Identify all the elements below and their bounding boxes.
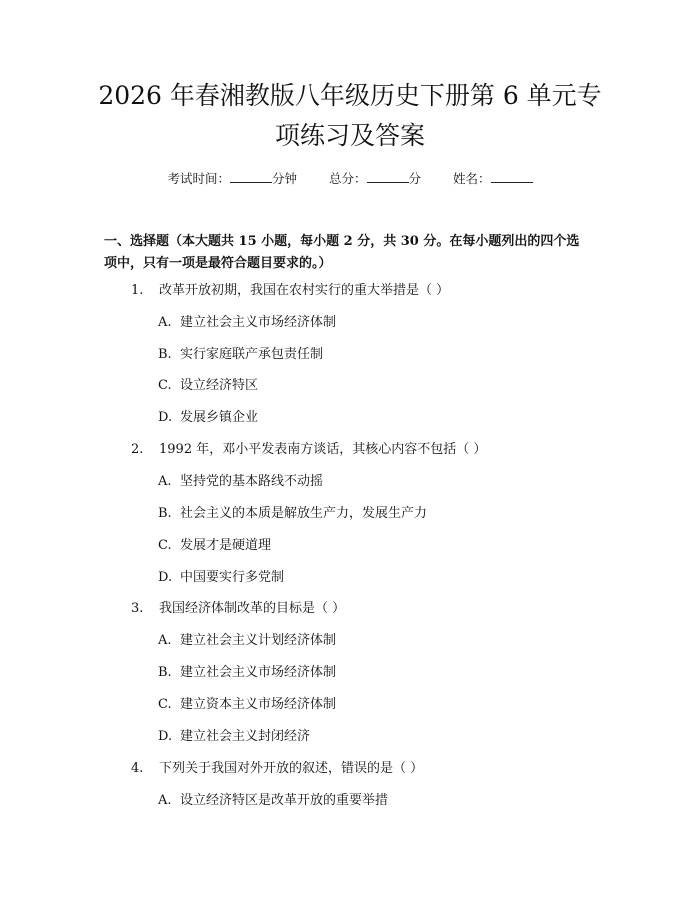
question-1-option-d	[158, 409, 258, 427]
question-3-option-a	[158, 632, 336, 650]
total-score-label: 总分：	[328, 171, 367, 186]
option-letter: C.	[158, 378, 172, 393]
total-score-unit: 分	[408, 171, 422, 186]
question-2	[131, 441, 486, 459]
option-text: 设立经济特区	[180, 378, 259, 393]
question-text: 我国经济体制改革的目标是（ ）	[159, 601, 346, 616]
question-2-option-b	[158, 505, 427, 523]
question-3-option-d	[158, 728, 310, 746]
question-number: 1.	[131, 283, 144, 298]
option-letter: B.	[158, 665, 172, 680]
option-letter: A.	[158, 633, 172, 648]
option-text: 发展才是硬道理	[180, 538, 272, 553]
option-text: 发展乡镇企业	[180, 410, 259, 425]
option-text: 建立社会主义市场经济体制	[180, 665, 337, 680]
section-heading-line-2: 项中，只有一项是最符合题目要求的。）	[104, 256, 332, 271]
option-letter: A.	[158, 315, 172, 330]
option-letter: B.	[158, 347, 172, 362]
option-text: 建立社会主义封闭经济	[180, 729, 311, 744]
question-3-option-c	[158, 696, 336, 714]
exam-time-field	[167, 169, 297, 188]
option-letter: A.	[158, 474, 172, 489]
option-letter: C.	[158, 697, 172, 712]
name-field	[453, 169, 533, 188]
option-text: 中国要实行多党制	[180, 570, 285, 585]
exam-time-blank	[230, 169, 272, 183]
question-text: 下列关于我国对外开放的叙述，错误的是（ ）	[159, 761, 424, 776]
question-2-option-a	[158, 473, 323, 491]
title-line-2: 项练习及答案	[274, 121, 425, 150]
section-heading	[104, 231, 604, 275]
total-score-field	[329, 169, 421, 188]
question-1-option-b	[158, 346, 323, 364]
option-letter: D.	[158, 570, 173, 585]
question-2-option-c	[158, 537, 271, 555]
option-letter: A.	[158, 793, 172, 808]
section-heading-line-1: 一、选择题（本大题共 15 小题，每小题 2 分，共 30 分。在每小题列出的四个选	[104, 234, 580, 249]
option-letter: D.	[158, 729, 173, 744]
question-3	[131, 600, 345, 618]
option-text: 设立经济特区是改革开放的重要举措	[180, 793, 389, 808]
option-text: 建立社会主义市场经济体制	[180, 315, 337, 330]
option-text: 社会主义的本质是解放生产力，发展生产力	[180, 506, 428, 521]
name-label: 姓名：	[453, 171, 491, 186]
question-1-option-c	[158, 377, 258, 395]
question-4	[131, 760, 423, 778]
exam-time-unit: 分钟	[271, 171, 297, 186]
question-1-option-a	[158, 314, 336, 332]
question-text: 1992 年，邓小平发表南方谈话，其核心内容不包括（ ）	[159, 442, 487, 457]
option-text: 建立资本主义市场经济体制	[180, 697, 337, 712]
document-title	[70, 76, 630, 156]
exam-time-label: 考试时间：	[167, 171, 230, 186]
question-2-option-d	[158, 569, 284, 587]
name-blank	[491, 169, 533, 183]
question-number: 2.	[131, 442, 144, 457]
option-text: 实行家庭联产承包责任制	[180, 347, 324, 362]
question-text: 改革开放初期，我国在农村实行的重大举措是（ ）	[159, 283, 450, 298]
total-score-blank	[367, 169, 409, 183]
question-number: 4.	[131, 761, 144, 776]
question-3-option-b	[158, 664, 336, 682]
option-letter: B.	[158, 506, 172, 521]
question-4-option-a	[158, 792, 388, 810]
option-text: 建立社会主义计划经济体制	[180, 633, 337, 648]
title-line-1: 2026 年春湘教版八年级历史下册第 6 单元专	[98, 81, 602, 110]
question-number: 3.	[131, 601, 144, 616]
option-letter: D.	[158, 410, 173, 425]
question-1	[131, 282, 449, 300]
option-letter: C.	[158, 538, 172, 553]
exam-meta	[0, 169, 700, 188]
option-text: 坚持党的基本路线不动摇	[180, 474, 324, 489]
